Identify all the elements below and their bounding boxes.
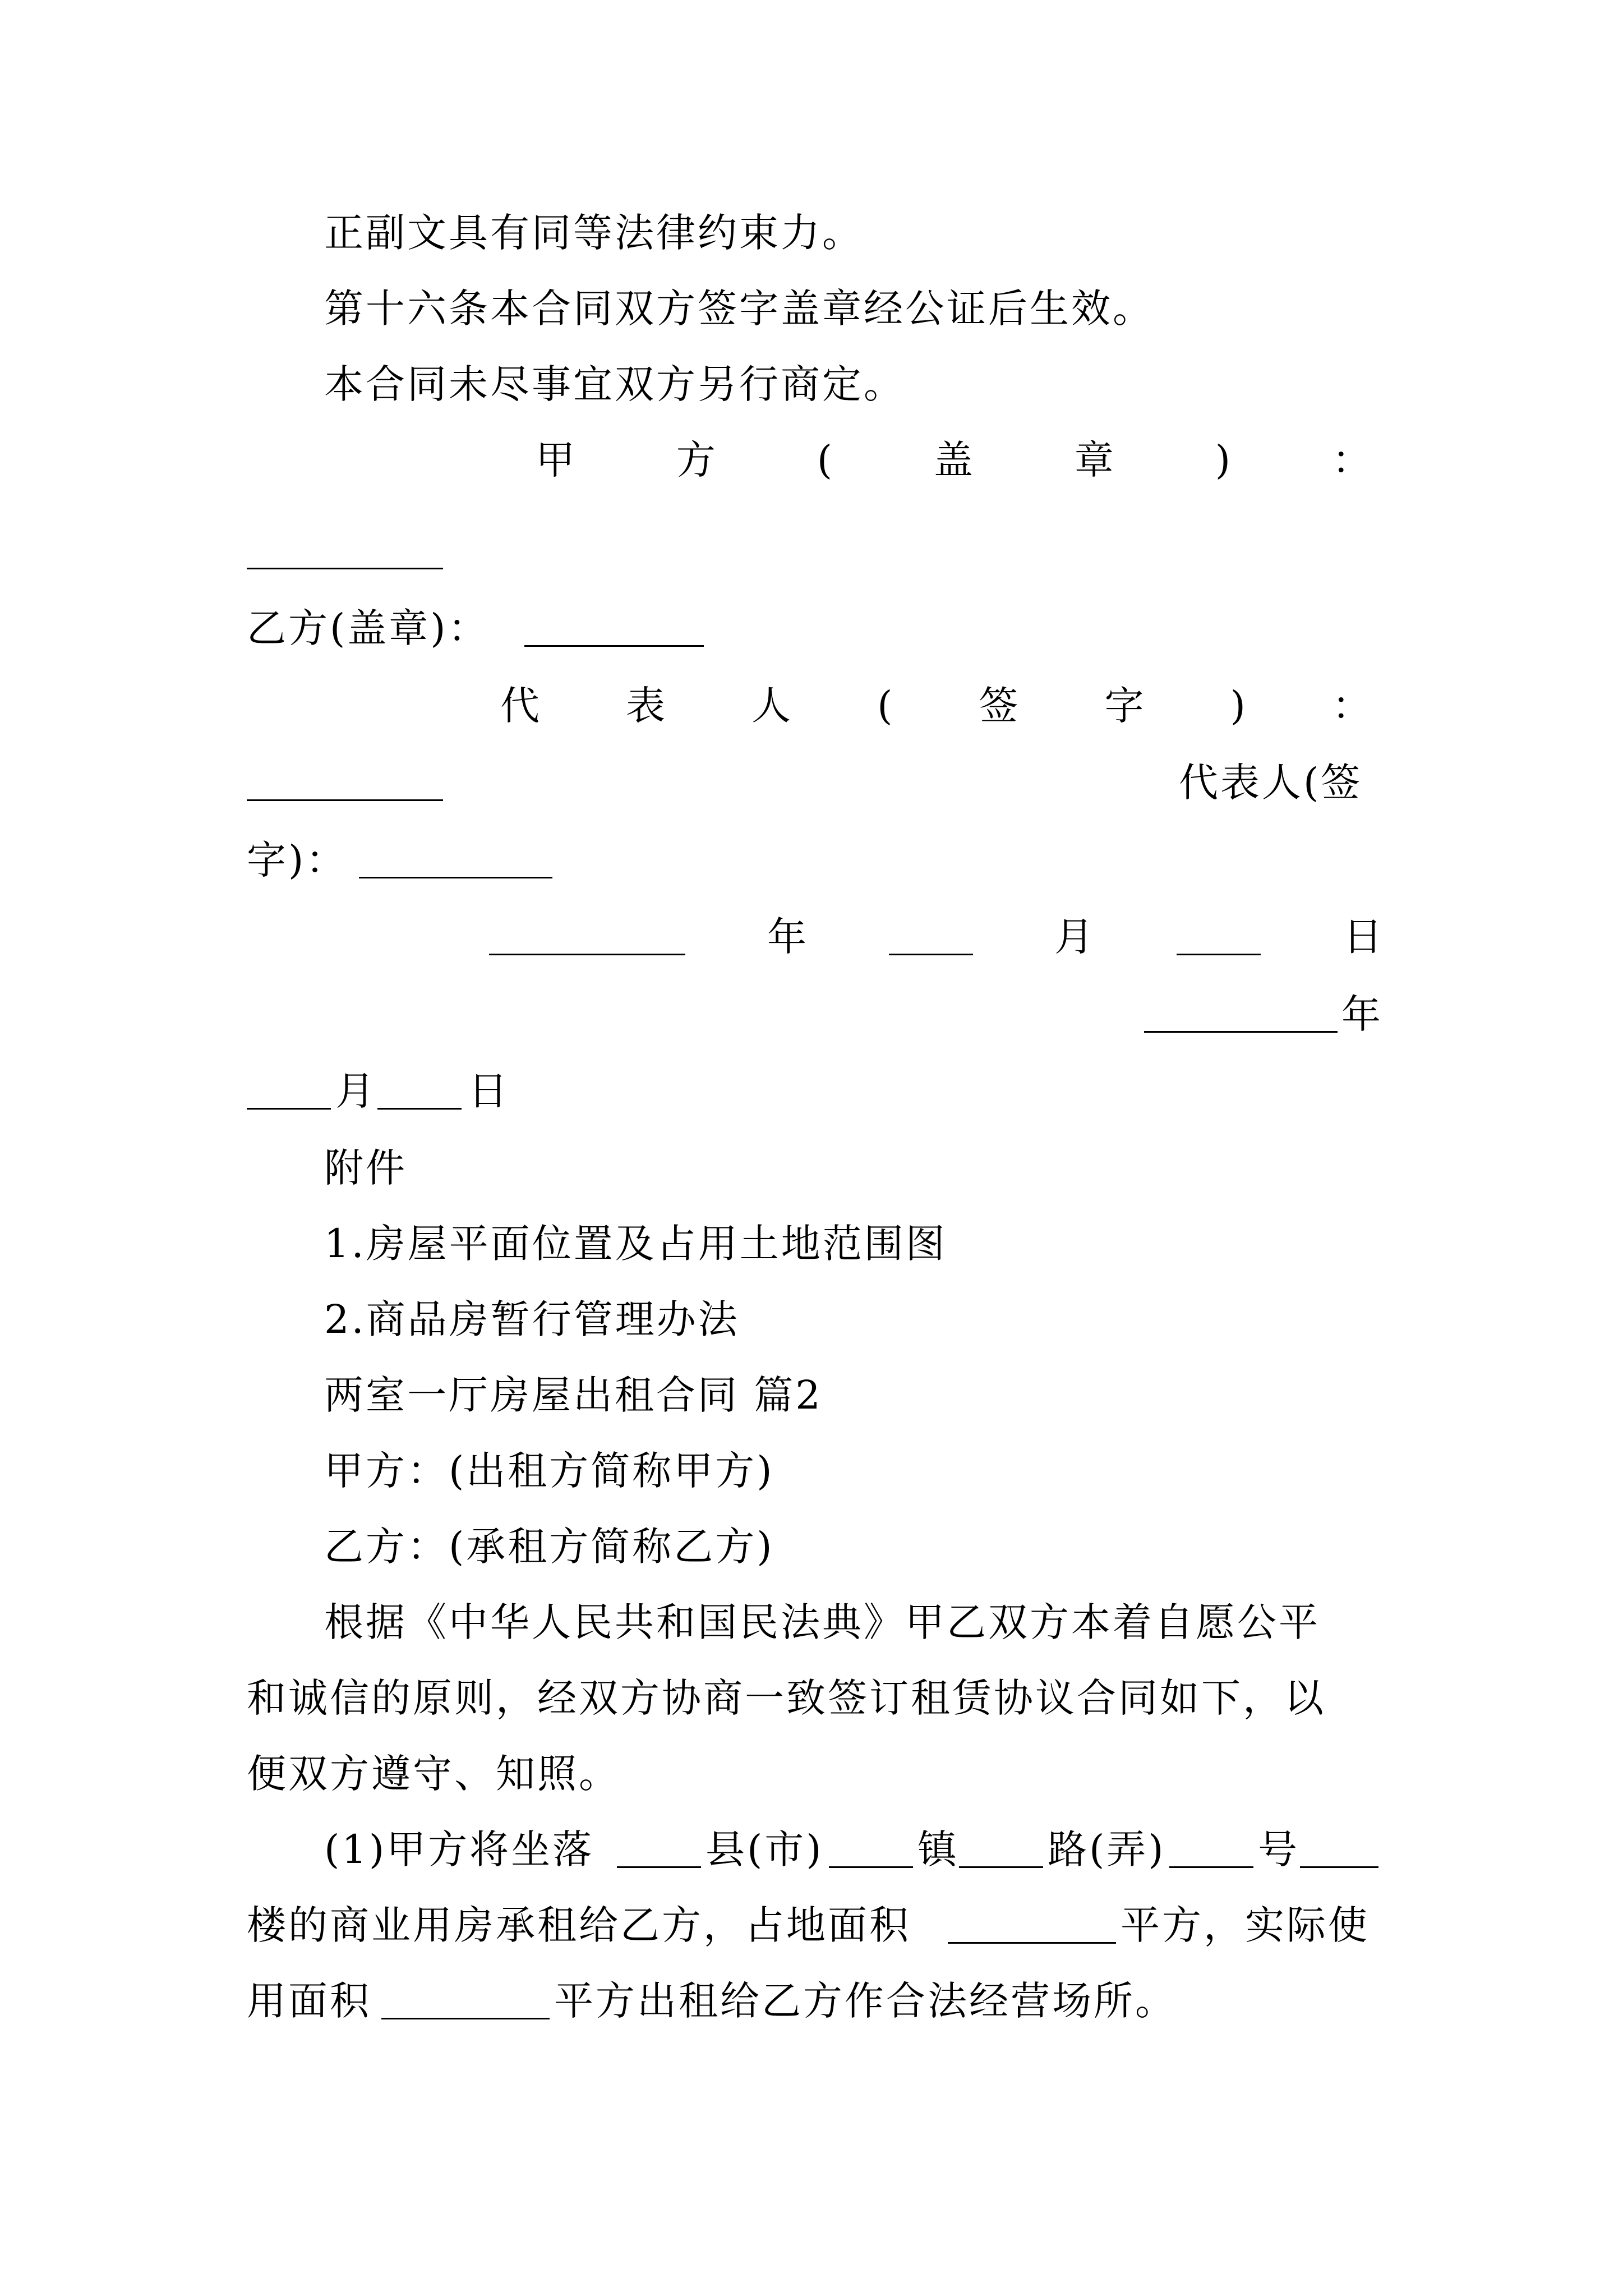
- representative-line-b-cont: 字)：: [247, 837, 348, 883]
- blank-line: [489, 954, 685, 955]
- date-month: 月: [335, 1068, 377, 1114]
- paragraph-line: 根据《中华人民共和国民法典》甲乙双方本着自愿公平: [324, 1599, 1320, 1645]
- clause-text: (1)甲方将坐落: [324, 1826, 594, 1872]
- blank-line: [1169, 1866, 1253, 1868]
- text-line: 正副文具有同等法律约束力。: [324, 210, 864, 256]
- char: (: [877, 683, 893, 729]
- char: 甲: [536, 437, 575, 483]
- char: (: [817, 437, 833, 483]
- clause-text: 县(市): [706, 1826, 824, 1872]
- clause-text: 号: [1258, 1826, 1299, 1872]
- char: ：: [1331, 683, 1371, 729]
- char: 签: [979, 683, 1018, 729]
- date-day: 日: [468, 1068, 510, 1114]
- party-b-line: 乙方：(承租方简称乙方): [324, 1524, 774, 1570]
- date-year: 年: [767, 914, 809, 960]
- clause-text: 用面积: [247, 1978, 371, 2024]
- blank-line: [948, 1942, 1116, 1944]
- char: 盖: [933, 437, 973, 483]
- blank-line: [359, 877, 552, 878]
- date-year: 年: [1341, 991, 1383, 1037]
- blank-line: [829, 1866, 913, 1868]
- char: ): [1215, 437, 1231, 483]
- paragraph-line: 和诚信的原则，经双方协商一致签订租赁协议合同如下，以: [247, 1675, 1326, 1721]
- representative-line-a: [500, 680, 1371, 731]
- blank-line: [247, 799, 443, 801]
- clause-text: 楼的商业用房承租给乙方，占地面积: [247, 1902, 911, 1948]
- attachment-item: 1.房屋平面位置及占用土地范围图: [324, 1221, 947, 1267]
- contract-title: 两室一厅房屋出租合同 篇2: [324, 1372, 823, 1418]
- signature-line-party-a: [536, 435, 1371, 485]
- text-line: 本合同未尽事宜双方另行商定。: [324, 361, 905, 407]
- blank-line: [247, 1108, 331, 1110]
- blank-line: [1177, 954, 1261, 955]
- clause-text: 镇: [917, 1826, 959, 1872]
- clause-text: 路(弄): [1048, 1826, 1166, 1872]
- clause-text: 平方出租给乙方作合法经营场所。: [554, 1978, 1177, 2024]
- blank-line: [1300, 1866, 1378, 1868]
- signature-label: 乙方(盖章)：: [247, 605, 490, 651]
- signature-line-party-b: [247, 603, 490, 654]
- char: ：: [1331, 437, 1371, 483]
- char: 字: [1104, 683, 1144, 729]
- blank-line: [1144, 1031, 1338, 1033]
- blank-line: [959, 1866, 1043, 1868]
- representative-line-b: 代表人(签: [1179, 760, 1363, 806]
- char: 表: [626, 683, 666, 729]
- char: 人: [751, 683, 791, 729]
- blank-line: [381, 2018, 550, 2019]
- date-month: 月: [1054, 914, 1096, 960]
- party-a-line: 甲方：(出租方简称甲方): [324, 1448, 774, 1494]
- attachment-item: 2.商品房暂行管理办法: [324, 1296, 740, 1342]
- char: ): [1230, 683, 1246, 729]
- char: 章: [1074, 437, 1114, 483]
- blank-line: [524, 645, 704, 647]
- blank-line: [377, 1108, 462, 1110]
- clause-text: 平方，实际使: [1121, 1902, 1370, 1948]
- char: 代: [500, 683, 540, 729]
- blank-line: [889, 954, 973, 955]
- char: 方: [676, 437, 716, 483]
- date-day: 日: [1343, 914, 1385, 960]
- text-line: 第十六条本合同双方签字盖章经公证后生效。: [324, 286, 1154, 332]
- blank-line: [247, 568, 443, 569]
- paragraph-line: 便双方遵守、知照。: [247, 1751, 620, 1797]
- attachment-title: 附件: [324, 1145, 407, 1191]
- blank-line: [617, 1866, 701, 1868]
